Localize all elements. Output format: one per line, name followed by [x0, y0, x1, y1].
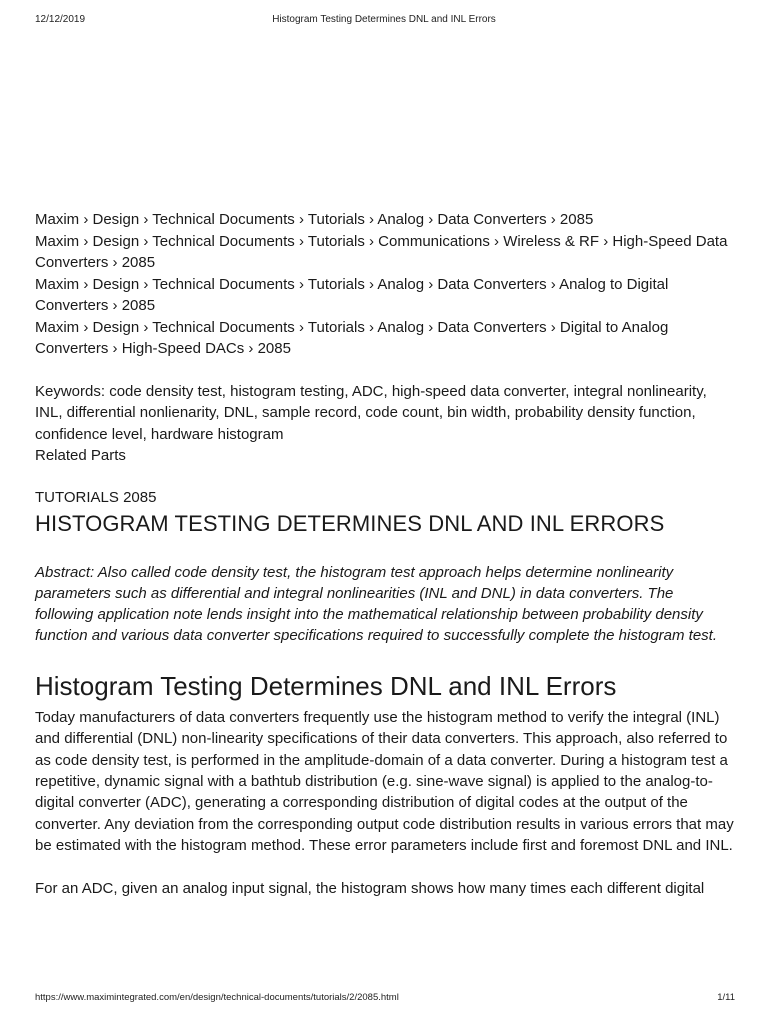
page-title: HISTOGRAM TESTING DETERMINES DNL AND INL ERRORS — [35, 510, 665, 536]
breadcrumbs — [35, 209, 735, 360]
print-footer — [0, 992, 768, 1008]
print-url: https://www.maximintegrated.com/en/design/technical-documents/tutorials/2/2085.html — [35, 992, 399, 1003]
breadcrumb-line[interactable]: Maxim › Design › Technical Documents › Tutorials › Analog › Data Converters › Analog to Digital Converters › 2085 — [35, 275, 669, 314]
keywords: Keywords: code density test, histogram testing, ADC, high-speed data converter, integral nonlinearity, INL, differential nonlienarity, DNL, sample record, code count, bin width, probability density function, confidence level, hardware histogram — [35, 382, 707, 443]
section-heading: Histogram Testing Determines DNL and INL Errors — [35, 670, 617, 701]
body-paragraph: For an ADC, given an analog input signal, the histogram shows how many times each different digital — [35, 879, 705, 897]
article-content — [35, 209, 735, 899]
page-number: 1/11 — [717, 992, 735, 1003]
print-date: 12/12/2019 — [35, 14, 86, 25]
related-parts-link[interactable]: Related Parts — [35, 447, 126, 464]
tutorial-tag: TUTORIALS 2085 — [35, 488, 157, 506]
breadcrumb-line[interactable]: Maxim › Design › Technical Documents › Tutorials › Communications › Wireless & RF › High-Speed Data Converters › 2085 — [35, 232, 728, 271]
print-doc-title: Histogram Testing Determines DNL and INL Errors — [272, 14, 496, 25]
abstract: Abstract: Also called code density test, the histogram test approach helps determine nonlinearity parameters such as differential and integral nonlinearities (INL and DNL) in data converters. The following application note lends insight into the mathematical relationship between probability density function and various data converter specifications required to successfully complete the histogram test. — [35, 563, 718, 645]
breadcrumb-line[interactable]: Maxim › Design › Technical Documents › Tutorials › Analog › Data Converters › 2085 — [35, 211, 594, 228]
body-paragraph: Today manufacturers of data converters frequently use the histogram method to verify the integral (INL) and differential (DNL) non-linearity specifications of their data converters. This approach, also referred to as code density test, is performed in the amplitude-domain of a data converter. During a histogram test a repetitive, dynamic signal with a bathtub distribution (e.g. sine-wave signal) is applied to the analog-to-digital converter (ADC), generating a corresponding distribution of digital codes at the output of the converter. Any deviation from the corresponding output code distribution results in various errors that may be estimated with the histogram method. These error parameters include first and foremost DNL and INL. — [35, 708, 734, 855]
print-header — [0, 14, 768, 30]
breadcrumb-line[interactable]: Maxim › Design › Technical Documents › Tutorials › Analog › Data Converters › Digital to Analog Converters › High-Speed DACs › 2085 — [35, 318, 669, 357]
